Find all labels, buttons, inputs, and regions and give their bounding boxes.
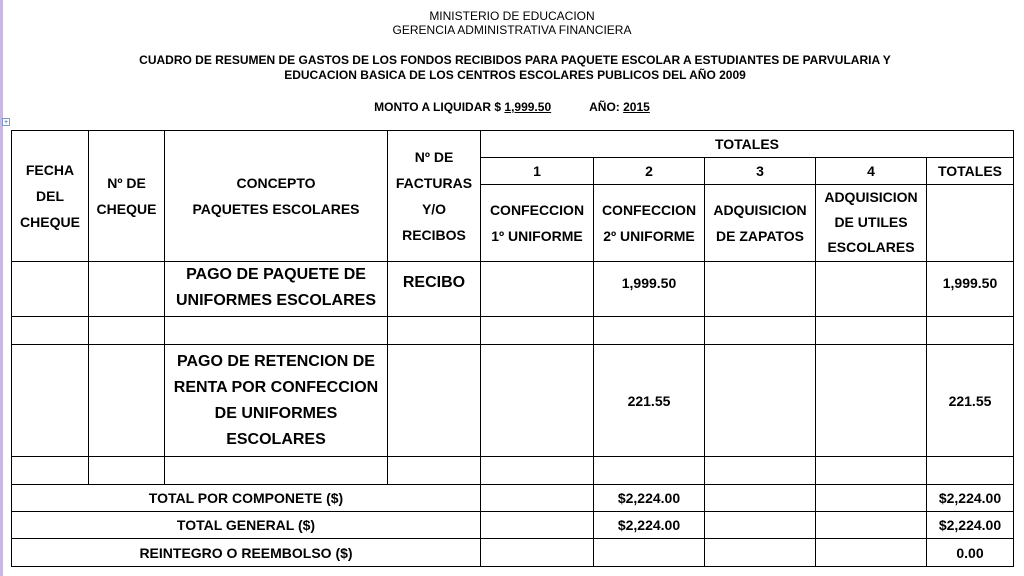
- col-4-header: [816, 185, 927, 262]
- monto-value: 1,999.50: [504, 100, 552, 114]
- row-2-fecha: [12, 345, 89, 457]
- row-1-cheque: [89, 262, 165, 317]
- fecha-line-2: DEL: [36, 188, 64, 204]
- col-cheque-header: [89, 131, 165, 262]
- col-totales-header: TOTALES: [927, 158, 1014, 185]
- col-1-number: 1: [481, 158, 594, 185]
- total-general-label: TOTAL GENERAL ($): [12, 512, 481, 539]
- reintegro-label: REINTEGRO O REEMBOLSO ($): [12, 539, 481, 567]
- c3-line-2: DE ZAPATOS: [716, 228, 804, 244]
- c2-line-2: 2º UNIFORME: [603, 228, 695, 244]
- facturas-line-1: Nº DE: [414, 149, 454, 165]
- col-3-header: [705, 185, 816, 262]
- year-label: AÑO:: [589, 100, 624, 114]
- reintegro-row: [12, 539, 1014, 567]
- col-totales-subheader: [927, 185, 1014, 262]
- total-componente-total: $2,224.00: [927, 485, 1014, 512]
- row-2-col-4: [816, 345, 927, 457]
- facturas-line-2: FACTURAS: [395, 175, 473, 191]
- header-row-1: [12, 131, 1014, 158]
- fecha-line-1: FECHA: [25, 162, 75, 178]
- c1-line-1: CONFECCION: [489, 202, 585, 218]
- table-move-handle-icon[interactable]: +: [3, 119, 9, 126]
- row-2-concepto-line-4: ESCOLARES: [226, 430, 326, 448]
- c2-line-1: CONFECCION: [601, 202, 697, 218]
- row-1-total: 1,999.50: [927, 262, 1014, 317]
- row-1-col-1: [481, 262, 594, 317]
- col-4-number: 4: [816, 158, 927, 185]
- total-general-row: [12, 512, 1014, 539]
- row-2-concepto-line-3: DE UNIFORMES: [214, 404, 338, 422]
- c4-line-2: DE UTILES: [834, 214, 908, 230]
- document-title-line-2: EDUCACION BASICA DE LOS CENTROS ESCOLARES PUBLICOS DEL AÑO 2009: [284, 68, 746, 82]
- col-2-header: [594, 185, 705, 262]
- row-1-col-4: [816, 262, 927, 317]
- expense-summary-table: [11, 130, 1014, 567]
- table-row-empty: [12, 317, 1014, 345]
- row-1-concepto: [165, 262, 388, 317]
- col-2-number: 2: [594, 158, 705, 185]
- concepto-line-2: PAQUETES ESCOLARES: [192, 201, 360, 217]
- total-general-col-2: $2,224.00: [594, 512, 705, 539]
- row-1-documento: RECIBO: [388, 262, 481, 317]
- total-componente-label: TOTAL POR COMPONETE ($): [12, 485, 481, 512]
- row-1-col-2: 1,999.50: [594, 262, 705, 317]
- left-edge-strip: [0, 0, 3, 576]
- row-1-col-3: [705, 262, 816, 317]
- c3-line-1: ADQUISICION: [713, 202, 807, 218]
- reintegro-total: 0.00: [927, 539, 1014, 567]
- total-componente-col-2: $2,224.00: [594, 485, 705, 512]
- table-row: [12, 262, 1014, 317]
- row-1-concepto-line-1: PAGO DE PAQUETE DE: [186, 266, 366, 283]
- ministry-name: MINISTERIO DE EDUCACION: [429, 9, 595, 23]
- cheque-line-2: CHEQUE: [96, 201, 157, 217]
- c4-line-1: ADQUISICION: [824, 189, 918, 205]
- c1-line-2: 1º UNIFORME: [491, 228, 583, 244]
- row-2-col-2: 221.55: [594, 345, 705, 457]
- cheque-line-1: Nº DE: [107, 175, 146, 191]
- monto-label: MONTO A LIQUIDAR $: [374, 100, 505, 114]
- c4-line-3: ESCOLARES: [827, 239, 915, 255]
- row-2-col-3: [705, 345, 816, 457]
- row-2-concepto-line-1: PAGO DE RETENCION DE: [177, 352, 375, 370]
- row-1-concepto-line-2: UNIFORMES ESCOLARES: [175, 292, 376, 309]
- fecha-line-3: CHEQUE: [20, 214, 80, 230]
- concepto-line-1: CONCEPTO: [236, 175, 316, 191]
- totales-group-header: TOTALES: [481, 131, 1014, 158]
- facturas-line-4: RECIBOS: [402, 227, 466, 243]
- row-2-concepto-line-2: RENTA POR CONFECCION: [173, 378, 379, 396]
- total-general-total: $2,224.00: [927, 512, 1014, 539]
- col-facturas-header: [388, 131, 481, 262]
- col-3-number: 3: [705, 158, 816, 185]
- department-name: GERENCIA ADMINISTRATIVA FINANCIERA: [392, 23, 632, 37]
- row-2-documento: [388, 345, 481, 457]
- facturas-line-3: Y/O: [421, 201, 447, 217]
- col-concepto-header: [165, 131, 388, 262]
- col-1-header: [481, 185, 594, 262]
- total-componente-row: [12, 485, 1014, 512]
- row-2-concepto: [165, 345, 388, 457]
- row-2-total: 221.55: [927, 345, 1014, 457]
- row-2-col-1: [481, 345, 594, 457]
- row-1-fecha: [12, 262, 89, 317]
- monto-line: [0, 100, 1024, 114]
- col-fecha-header: [12, 131, 89, 262]
- row-2-cheque: [89, 345, 165, 457]
- table-row: [12, 345, 1014, 457]
- document-title-line-1: CUADRO DE RESUMEN DE GASTOS DE LOS FONDOS RECIBIDOS PARA PAQUETE ESCOLAR A ESTUDIANTES DE PARVULARIA Y: [139, 53, 891, 67]
- year-value: 2015: [623, 100, 650, 114]
- table-row-empty: [12, 457, 1014, 485]
